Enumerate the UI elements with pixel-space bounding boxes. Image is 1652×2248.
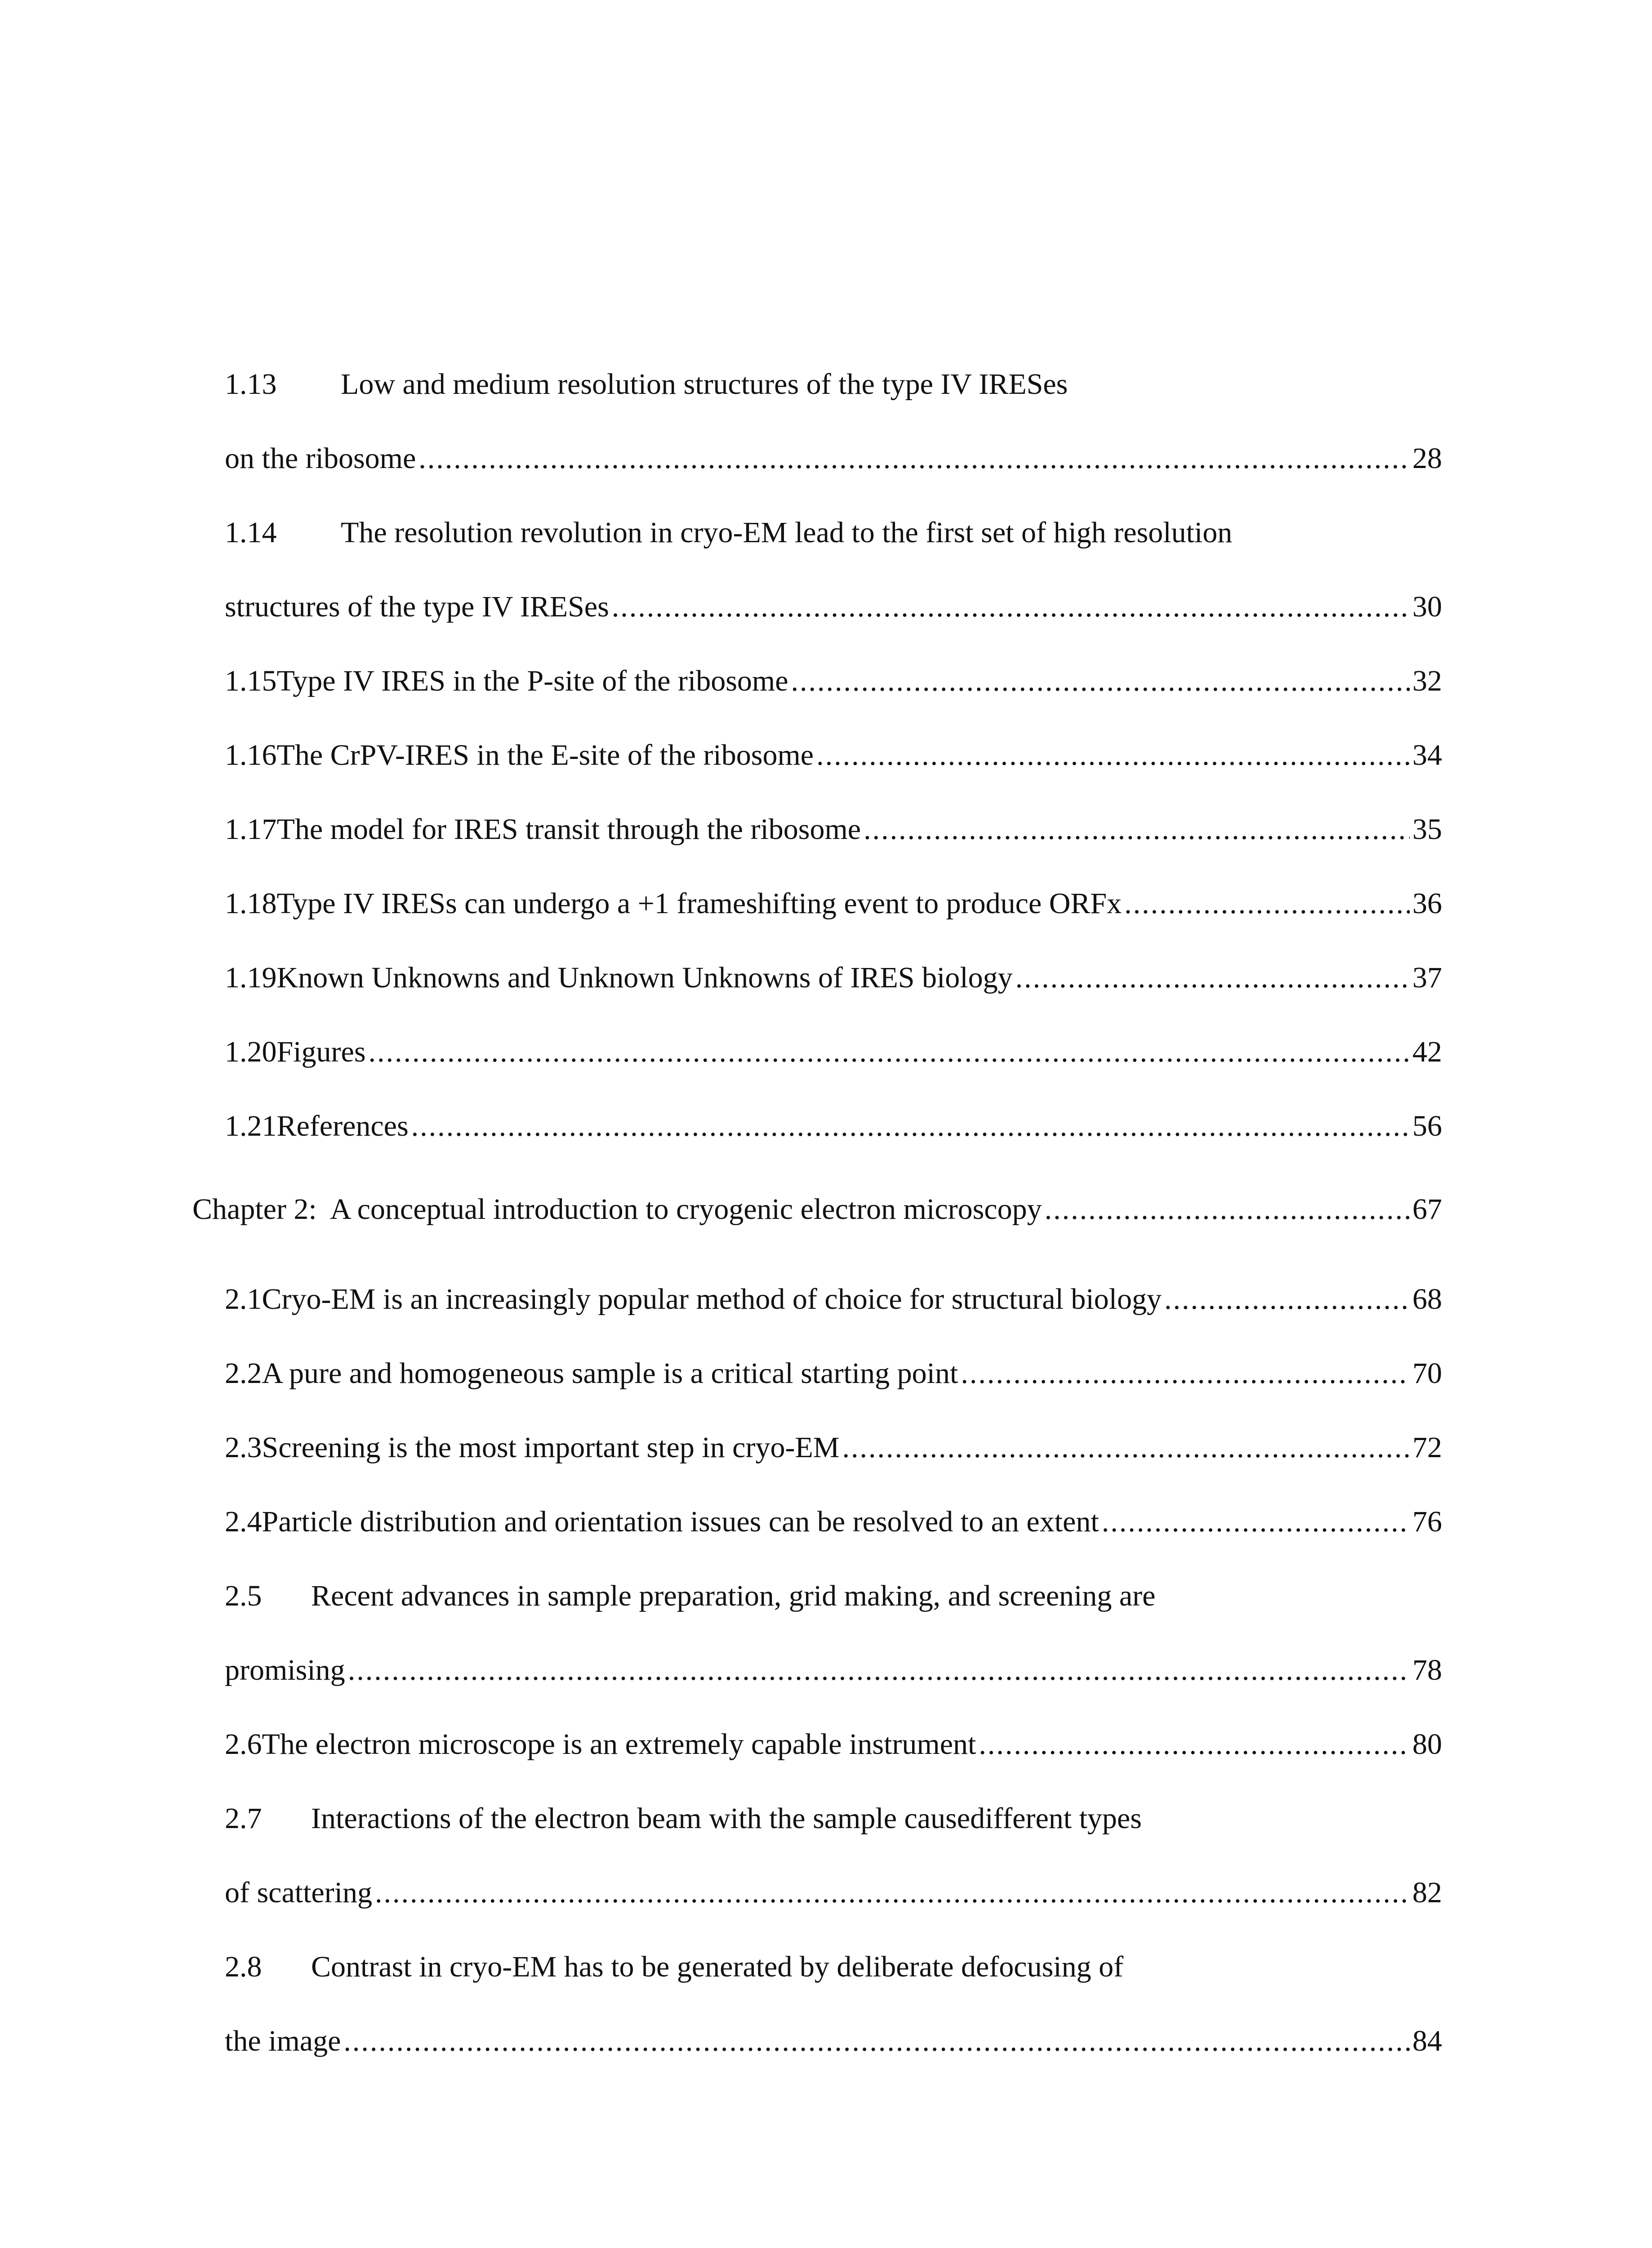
- section-title: Cryo-EM is an increasingly popular method of choice for structural biology: [262, 1283, 1162, 1316]
- toc-entry-2-3: [225, 1430, 1442, 1466]
- section-number: 2.4: [225, 1505, 262, 1538]
- toc-entry-1-20: [225, 1034, 1442, 1070]
- toc-entry-2-5-line2: [225, 1652, 1442, 1688]
- page-number: 78: [1412, 1654, 1442, 1686]
- toc-entry-2-5-line1: [225, 1578, 1438, 1614]
- section-number: 1.20: [225, 1035, 277, 1068]
- section-title: Type IV IRESs can undergo a +1 frameshifting event to produce ORFx: [276, 887, 1122, 920]
- toc-entry-2-7-line2: [225, 1875, 1442, 1911]
- toc-entry-2-1: [225, 1281, 1442, 1317]
- section-number: 2.2: [225, 1357, 262, 1390]
- section-title: Recent advances in sample preparation, grid making, and screening are: [311, 1579, 1156, 1612]
- toc-chapter-2: [192, 1191, 1442, 1227]
- section-title: Low and medium resolution structures of the type IV IRESes: [341, 368, 1068, 401]
- section-title-continued: on the ribosome: [225, 442, 416, 475]
- section-number: 1.13: [225, 368, 277, 401]
- toc-entry-2-4: [225, 1504, 1442, 1540]
- dot-leader: [419, 441, 1410, 477]
- toc-entry-1-14-line1: [225, 515, 1438, 551]
- dot-leader: [375, 1875, 1410, 1911]
- section-title: The electron microscope is an extremely capable instrument: [262, 1728, 976, 1761]
- section-title: References: [276, 1110, 409, 1142]
- toc-entry-1-17: [225, 812, 1442, 847]
- section-number: 1.17: [225, 813, 277, 846]
- page-number: 36: [1412, 887, 1442, 920]
- page-number: 72: [1412, 1431, 1442, 1464]
- section-title: The CrPV-IRES in the E-site of the ribosome: [276, 739, 814, 772]
- page-number: 76: [1412, 1505, 1442, 1538]
- page-number: 30: [1412, 590, 1442, 623]
- section-number: 2.6: [225, 1728, 262, 1761]
- dot-leader: [411, 1108, 1410, 1144]
- page-number: 37: [1412, 961, 1442, 994]
- page-number: 28: [1412, 442, 1442, 475]
- dot-leader: [369, 1034, 1410, 1070]
- dot-leader: [1015, 960, 1410, 996]
- toc-entry-2-2: [225, 1356, 1442, 1392]
- dot-leader: [816, 737, 1410, 773]
- toc-entry-1-15: [225, 663, 1442, 699]
- page-number: 42: [1412, 1035, 1442, 1068]
- dot-leader: [348, 1652, 1410, 1688]
- toc-entry-2-6: [225, 1726, 1442, 1762]
- section-number: 2.8: [225, 1950, 262, 1983]
- section-number: 1.16: [225, 739, 277, 772]
- section-title: The model for IRES transit through the ribosome: [276, 813, 861, 846]
- toc-entry-1-13-line1: [225, 366, 1438, 402]
- section-number: 1.15: [225, 665, 277, 697]
- page-number: 80: [1412, 1728, 1442, 1761]
- section-title: Contrast in cryo-EM has to be generated by deliberate defocusing of: [311, 1950, 1124, 1983]
- page-number: 67: [1412, 1193, 1442, 1226]
- section-number: 1.14: [225, 516, 277, 549]
- page-number: 35: [1412, 813, 1442, 846]
- section-number: 2.7: [225, 1802, 262, 1835]
- section-title: Known Unknowns and Unknown Unknowns of IRES biology: [276, 961, 1013, 994]
- section-title-continued: of scattering: [225, 1876, 373, 1909]
- toc-entry-1-13-line2: [225, 441, 1442, 477]
- page-number: 82: [1412, 1876, 1442, 1909]
- page-number: 68: [1412, 1283, 1442, 1316]
- section-title: The resolution revolution in cryo-EM lead to the first set of high resolution: [341, 516, 1233, 549]
- section-title: Particle distribution and orientation issues can be resolved to an extent: [262, 1505, 1099, 1538]
- section-title: A pure and homogeneous sample is a critical starting point: [262, 1357, 958, 1390]
- section-number: 2.1: [225, 1283, 262, 1316]
- dot-leader: [864, 812, 1410, 847]
- section-number: 2.3: [225, 1431, 262, 1464]
- section-title-continued: the image: [225, 2025, 341, 2057]
- section-title: Figures: [276, 1035, 366, 1068]
- dot-leader: [791, 663, 1410, 699]
- section-number: 1.18: [225, 887, 277, 920]
- page-number: 56: [1412, 1110, 1442, 1142]
- dot-leader: [343, 2023, 1410, 2059]
- dot-leader: [612, 589, 1410, 625]
- toc-entry-1-21: [225, 1108, 1442, 1144]
- section-title-continued: promising: [225, 1654, 345, 1686]
- toc-entry-1-18: [225, 886, 1442, 922]
- toc-entry-1-19: [225, 960, 1442, 996]
- dot-leader: [1164, 1281, 1410, 1317]
- dot-leader: [961, 1356, 1410, 1392]
- toc-entry-1-16: [225, 737, 1442, 773]
- section-title: Type IV IRES in the P-site of the ribosome: [276, 665, 788, 697]
- page-number: 84: [1412, 2025, 1442, 2057]
- page-number: 32: [1412, 665, 1442, 697]
- section-number: 2.5: [225, 1579, 262, 1612]
- section-title-continued: structures of the type IV IRESes: [225, 590, 609, 623]
- dot-leader: [1124, 886, 1410, 922]
- page-number: 34: [1412, 739, 1442, 772]
- dot-leader: [1045, 1191, 1410, 1227]
- section-title: Interactions of the electron beam with the sample causedifferent types: [311, 1802, 1142, 1835]
- dot-leader: [1102, 1504, 1410, 1540]
- toc-entry-2-8-line2: [225, 2023, 1442, 2059]
- section-number: 1.21: [225, 1110, 277, 1142]
- section-number: 1.19: [225, 961, 277, 994]
- toc-entry-2-7-line1: [225, 1801, 1438, 1837]
- chapter-title: Chapter 2: A conceptual introduction to cryogenic electron microscopy: [192, 1193, 1042, 1226]
- section-title: Screening is the most important step in cryo-EM: [262, 1431, 840, 1464]
- dot-leader: [842, 1430, 1410, 1466]
- toc-entry-2-8-line1: [225, 1949, 1438, 1985]
- toc-entry-1-14-line2: [225, 589, 1442, 625]
- dot-leader: [979, 1726, 1410, 1762]
- page-number: 70: [1412, 1357, 1442, 1390]
